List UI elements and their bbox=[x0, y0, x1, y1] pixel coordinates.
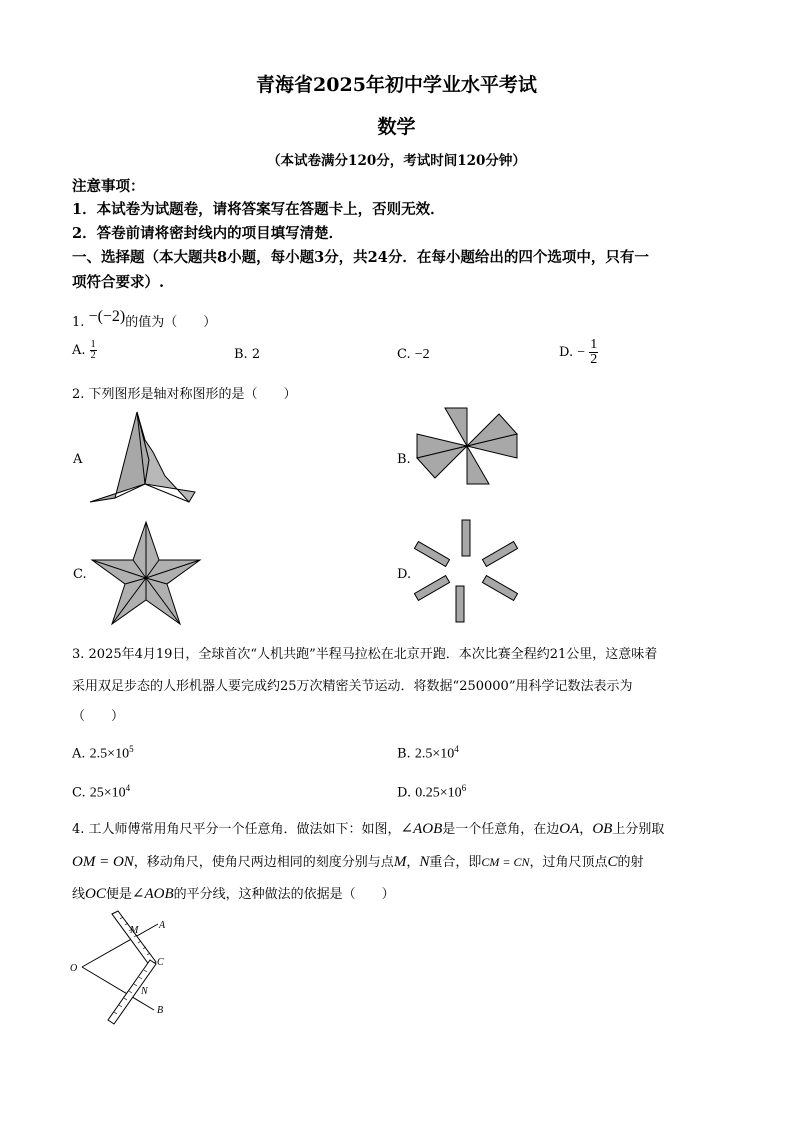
q4-math: ∠AOB bbox=[131, 886, 174, 902]
section1-line2: 项符合要求）. bbox=[72, 274, 165, 291]
q1-option-d-label: D. bbox=[559, 345, 574, 360]
q1-option-a-fraction bbox=[90, 340, 97, 361]
q4-text: 是一个任意角，在边 bbox=[442, 822, 560, 837]
q1-option-b[interactable]: B. 2 bbox=[234, 347, 261, 362]
exam-subject: 数学 bbox=[377, 116, 416, 138]
q2-option-a-label[interactable]: A bbox=[73, 452, 83, 467]
q4-text: 上分别取 bbox=[612, 822, 665, 837]
q1-option-c-label: C. bbox=[397, 347, 411, 362]
q4-figure-label-o: O bbox=[70, 963, 78, 974]
q4-math: OA bbox=[559, 821, 580, 837]
q4-math: ∠AOB bbox=[400, 821, 443, 837]
q2-option-c-label[interactable]: C. bbox=[73, 567, 87, 582]
q4-text: 4. 工人师傅常用角尺平分一个任意角．做法如下：如图， bbox=[72, 822, 401, 837]
q1-option-a[interactable] bbox=[72, 340, 97, 361]
q1-option-c[interactable] bbox=[397, 347, 430, 363]
q3-option-a-label: A. bbox=[72, 746, 86, 762]
q3-option-c-label: C. bbox=[72, 785, 86, 801]
q3-option-d-value: 0.25×10 bbox=[415, 785, 462, 801]
q4-figure-label-n: N bbox=[141, 986, 148, 997]
q1-option-d-denominator: 2 bbox=[590, 352, 598, 367]
q3-option-d-exponent: 6 bbox=[461, 783, 467, 793]
q2-option-b-label[interactable]: B. bbox=[397, 452, 411, 467]
q3-line-1: 3. 2025年4月19日，全球首次“人机共跑”半程马拉松在北京开跑．本次比赛全程约21公里，这意味着 bbox=[72, 647, 658, 662]
q4-math: OC bbox=[85, 886, 106, 902]
q2-figure-a[interactable] bbox=[85, 410, 205, 510]
notice-item-1: 1．本试卷为试题卷，请将答案写在答题卡上，否则无效． bbox=[72, 201, 445, 218]
q1-stem bbox=[72, 308, 217, 331]
q4-line-3 bbox=[72, 883, 395, 903]
q4-text: 重合，即 bbox=[429, 855, 482, 870]
notice-heading: 注意事项： bbox=[72, 178, 145, 195]
q4-figure-label-m: M bbox=[130, 925, 139, 936]
q3-option-a-value: 2.5×10 bbox=[89, 746, 130, 762]
notice-item-2: 2．答卷前请将密封线内的项目填写清楚． bbox=[72, 225, 344, 242]
q1-option-a-numerator: 1 bbox=[90, 339, 96, 350]
q1-option-d[interactable] bbox=[559, 338, 598, 367]
q3-option-c-exponent: 4 bbox=[125, 783, 131, 793]
q3-option-b-exponent: 4 bbox=[454, 744, 459, 754]
q2-figure-d[interactable] bbox=[414, 518, 518, 628]
q1-option-c-value: −2 bbox=[414, 347, 430, 362]
q4-line-2 bbox=[72, 851, 644, 871]
q3-line-3: （ ） bbox=[72, 709, 125, 724]
q3-option-c-value: 25×10 bbox=[89, 785, 126, 801]
q2-figure-b[interactable] bbox=[415, 406, 519, 486]
q4-text: ，移动角尺，使角尺两边相同的刻度分别与点 bbox=[133, 855, 394, 870]
q2-option-d-label[interactable]: D. bbox=[397, 567, 412, 582]
section1-line1: 一、选择题（本大题共8小题，每小题3分，共24分．在每小题给出的四个选项中，只有一 bbox=[72, 249, 649, 266]
q3-option-a-exponent: 5 bbox=[129, 744, 134, 754]
q4-math: N bbox=[419, 854, 430, 870]
q3-option-b[interactable] bbox=[397, 744, 459, 762]
q4-text: ，过角尺顶点 bbox=[529, 855, 608, 870]
q1-option-d-sign: − bbox=[577, 345, 586, 360]
q4-text: 便是 bbox=[105, 887, 132, 902]
q4-text: ， bbox=[406, 855, 420, 870]
q1-option-d-fraction bbox=[589, 338, 598, 367]
q3-option-a[interactable] bbox=[72, 744, 134, 762]
q4-text: 的射 bbox=[617, 855, 644, 870]
q4-text: 线 bbox=[72, 887, 86, 902]
q3-option-b-label: B. bbox=[397, 746, 411, 762]
q3-option-c[interactable] bbox=[72, 783, 130, 801]
q1-option-a-label: A. bbox=[72, 343, 86, 358]
q4-figure-label-c: C bbox=[157, 957, 164, 968]
q3-line-2: 采用双足步态的人形机器人要完成约25万次精密关节运动．将数据“250000”用科学记数法表示为 bbox=[72, 679, 633, 694]
q4-line-1 bbox=[72, 818, 664, 838]
q4-text: ， bbox=[579, 822, 593, 837]
q4-figure-label-a: A bbox=[159, 920, 166, 931]
q4-math: OM = ON bbox=[72, 854, 134, 870]
q1-option-a-denominator: 2 bbox=[90, 350, 96, 361]
q2-figure-c[interactable] bbox=[90, 520, 202, 628]
q4-figure-label-b: B bbox=[157, 1005, 164, 1016]
q4-text: 的平分线，这种做法的依据是（ ） bbox=[173, 887, 395, 902]
q4-math: C bbox=[607, 854, 618, 870]
exam-title: 青海省2025年初中学业水平考试 bbox=[256, 74, 537, 96]
q3-option-d-label: D. bbox=[397, 785, 412, 801]
q4-math: OB bbox=[592, 821, 613, 837]
q4-math: M bbox=[393, 854, 407, 870]
q4-math: CM = CN bbox=[481, 855, 530, 869]
exam-note: （本试卷满分120分，考试时间120分钟） bbox=[267, 153, 526, 169]
q2-stem: 2. 下列图形是轴对称图形的是（ ） bbox=[72, 387, 297, 402]
q4-figure bbox=[68, 910, 178, 1028]
q1-number: 1. bbox=[72, 315, 85, 330]
q3-option-d[interactable] bbox=[397, 783, 466, 801]
q3-option-b-value: 2.5×10 bbox=[414, 746, 455, 762]
q1-tail: 的值为（ ） bbox=[125, 315, 217, 330]
q1-option-d-numerator: 1 bbox=[590, 337, 598, 352]
q1-expression: −(−2) bbox=[88, 308, 126, 325]
